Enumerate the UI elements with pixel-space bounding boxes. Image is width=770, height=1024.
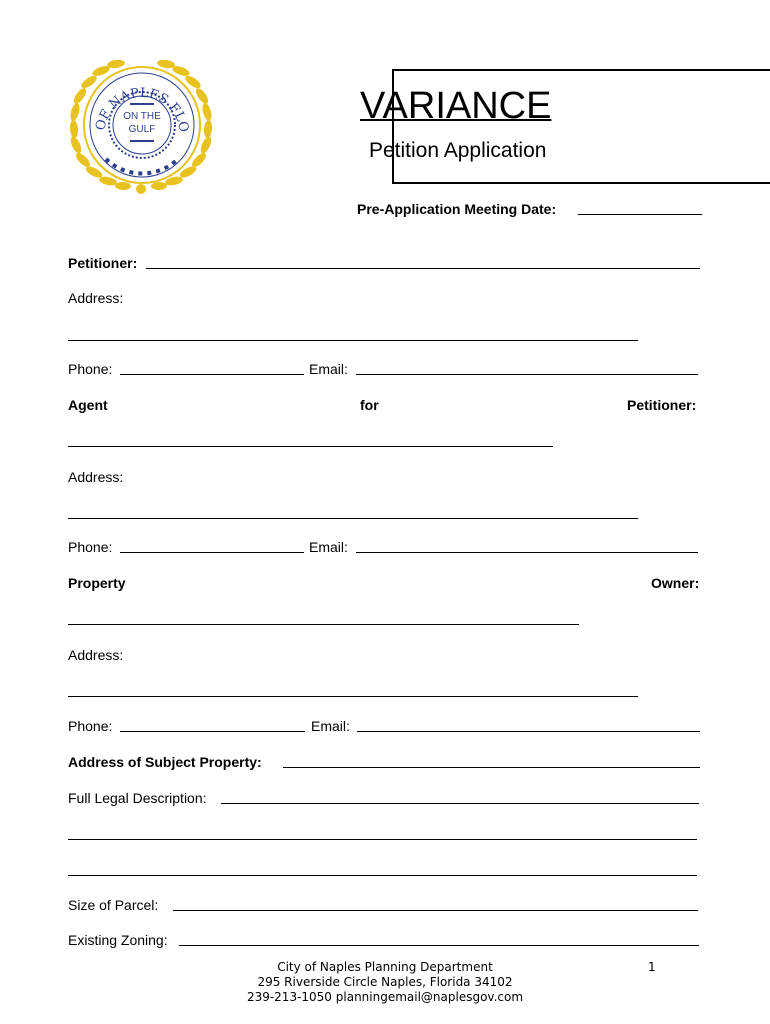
page-footer	[200, 960, 570, 1005]
page-number: 1	[648, 960, 656, 974]
legal-description-field-3[interactable]	[68, 875, 697, 876]
owner-phone-label: Phone:	[68, 718, 113, 734]
agent-label: Agent	[68, 397, 108, 413]
existing-zoning-label: Existing Zoning:	[68, 932, 168, 948]
parcel-size-field[interactable]	[173, 910, 698, 911]
agent-phone-label: Phone:	[68, 539, 113, 555]
petitioner-address-field[interactable]	[68, 340, 638, 341]
owner-email-field[interactable]	[357, 731, 700, 732]
petitioner-email-label: Email:	[309, 361, 348, 377]
owner-label: Owner:	[651, 575, 700, 591]
property-owner-label: Property	[68, 575, 126, 591]
petitioner-label: Petitioner:	[68, 255, 138, 271]
agent-address-label: Address:	[68, 469, 124, 485]
agent-name-field[interactable]	[68, 446, 553, 447]
form-title: VARIANCE	[360, 85, 552, 127]
pre-application-date-label: Pre-Application Meeting Date:	[357, 201, 557, 217]
legal-description-label: Full Legal Description:	[68, 790, 207, 806]
footer-address: 295 Riverside Circle Naples, Florida 34102	[257, 975, 513, 989]
petitioner-name-field[interactable]	[146, 268, 700, 269]
owner-phone-field[interactable]	[120, 731, 305, 732]
footer-contact: 239-213-1050 planningemail@naplesgov.com	[246, 990, 524, 1004]
form-subtitle: Petition Application	[369, 139, 547, 162]
subject-property-address-field[interactable]	[283, 767, 700, 768]
agent-phone-field[interactable]	[120, 552, 304, 553]
existing-zoning-field[interactable]	[179, 945, 699, 946]
petitioner-email-field[interactable]	[356, 374, 698, 375]
owner-address-field[interactable]	[68, 696, 638, 697]
pre-application-date-field[interactable]	[578, 214, 702, 215]
petitioner-phone-field[interactable]	[120, 374, 304, 375]
legal-description-field-1[interactable]	[221, 803, 699, 804]
seal-center-text-2: GULF	[128, 124, 156, 135]
seal-ring-text: OF NAPLES FLO	[93, 85, 192, 134]
agent-email-label: Email:	[309, 539, 348, 555]
subject-property-address-label: Address of Subject Property:	[68, 754, 262, 770]
agent-address-field[interactable]	[68, 518, 638, 519]
parcel-size-label: Size of Parcel:	[68, 897, 159, 913]
agent-petitioner-label: Petitioner:	[627, 397, 697, 413]
owner-email-label: Email:	[311, 718, 350, 734]
agent-for-label: for	[360, 397, 379, 413]
seal-center-text-1: ON THE	[123, 111, 161, 122]
legal-description-field-2[interactable]	[68, 839, 697, 840]
city-seal-logo	[66, 57, 216, 197]
owner-address-label: Address:	[68, 647, 124, 663]
petitioner-address-label: Address:	[68, 290, 124, 306]
petitioner-phone-label: Phone:	[68, 361, 113, 377]
agent-email-field[interactable]	[356, 552, 698, 553]
footer-department: City of Naples Planning Department	[277, 960, 493, 974]
owner-name-field[interactable]	[68, 624, 579, 625]
